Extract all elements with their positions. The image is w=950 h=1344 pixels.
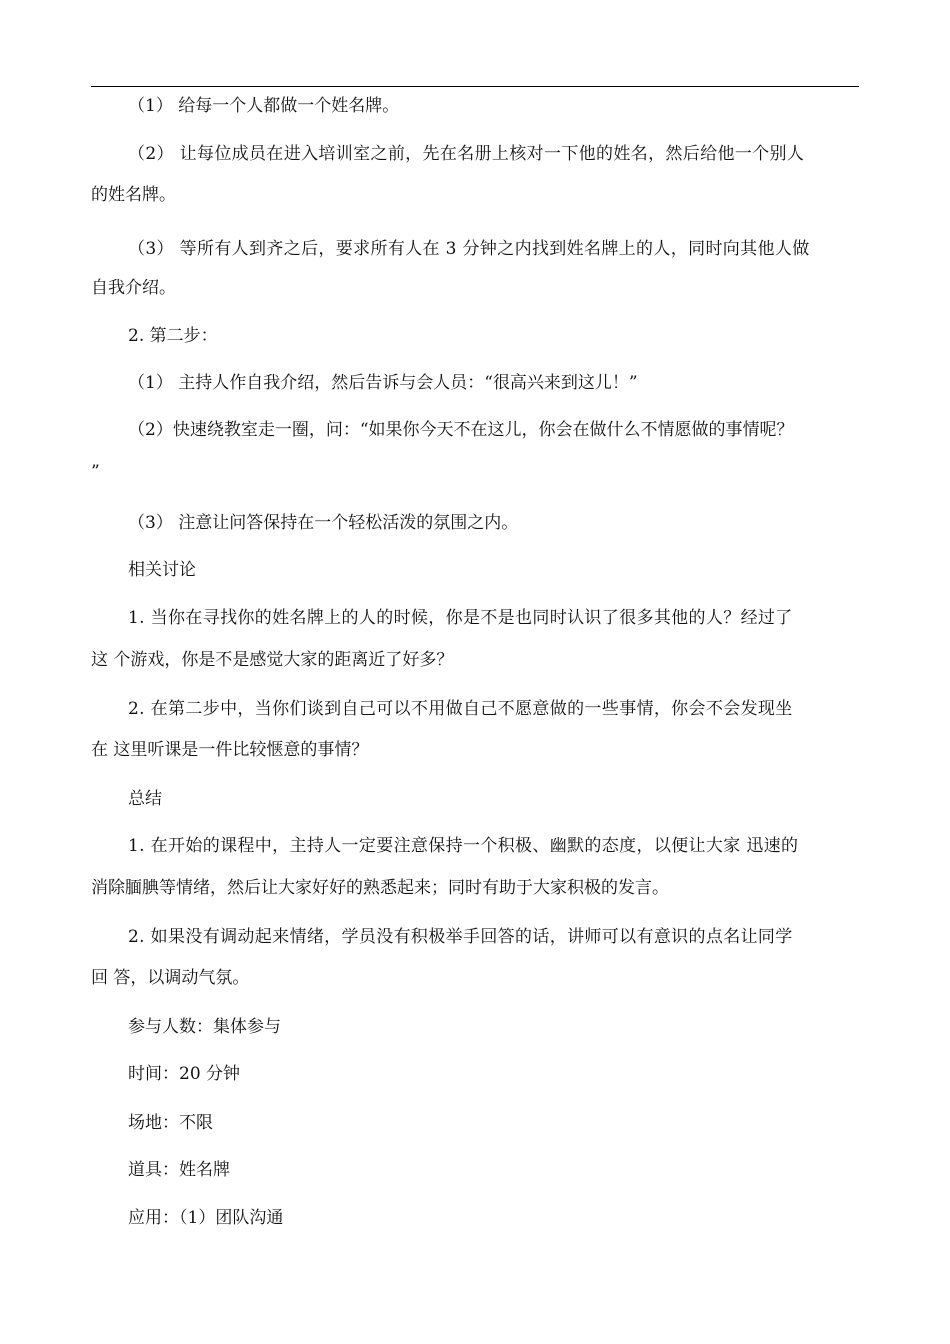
summary-item2-line2: 回 答，以调动气氛。 (91, 968, 250, 988)
step1-item2-line1: （2） 让每位成员在进入培训室之前，先在名册上核对一下他的姓名，然后给他一个别人 (128, 144, 805, 164)
participants-field: 参与人数：集体参与 (128, 1017, 281, 1037)
props-field: 道具：姓名牌 (128, 1160, 230, 1180)
venue-field: 场地：不限 (128, 1113, 213, 1133)
header-rule (91, 86, 859, 87)
step2-heading: 2. 第二步： (128, 326, 218, 346)
summary-item2-line1: 2. 如果没有调动起来情绪，学员没有积极举手回答的话，讲师可以有意识的点名让同学 (128, 927, 793, 947)
summary-item1-line1: 1. 在开始的课程中，主持人一定要注意保持一个积极、幽默的态度，以便让大家 迅速的 (128, 836, 799, 856)
discussion-item1-line1: 1. 当你在寻找你的姓名牌上的人的时候，你是不是也同时认识了很多其他的人？经过了 (128, 608, 793, 628)
step2-item2-line2: ” (91, 462, 100, 482)
step1-item3-line2: 自我介绍。 (91, 278, 176, 298)
discussion-item2-line1: 2. 在第二步中，当你们谈到自己可以不用做自己不愿意做的一些事情，你会不会发现坐 (128, 699, 793, 719)
step1-item2-line2: 的姓名牌。 (91, 185, 176, 205)
time-field: 时间：20 分钟 (128, 1064, 241, 1084)
discussion-item1-line2: 这 个游戏，你是不是感觉大家的距离近了好多？ (91, 650, 454, 670)
summary-item1-line2: 消除腼腆等情绪，然后让大家好好的熟悉起来；同时有助于大家积极的发言。 (91, 878, 669, 898)
application-field: 应用：（1）团队沟通 (128, 1208, 284, 1228)
step2-item3: （3） 注意让问答保持在一个轻松活泼的氛围之内。 (128, 513, 519, 533)
step1-item3-line1: （3） 等所有人到齐之后，要求所有人在 3 分钟之内找到姓名牌上的人，同时向其他人做 (128, 239, 810, 259)
discussion-heading: 相关讨论 (128, 560, 196, 580)
discussion-item2-line2: 在 这里听课是一件比较惬意的事情？ (91, 740, 369, 760)
summary-heading: 总结 (128, 789, 162, 809)
step2-item1: （1） 主持人作自我介绍，然后告诉与会人员：“很高兴来到这儿！” (128, 373, 638, 393)
step2-item2-line1: （2）快速绕教室走一圈，问：“如果你今天不在这儿，你会在做什么不情愿做的事情呢？ (128, 420, 794, 440)
step1-item1: （1） 给每一个人都做一个姓名牌。 (128, 96, 400, 116)
